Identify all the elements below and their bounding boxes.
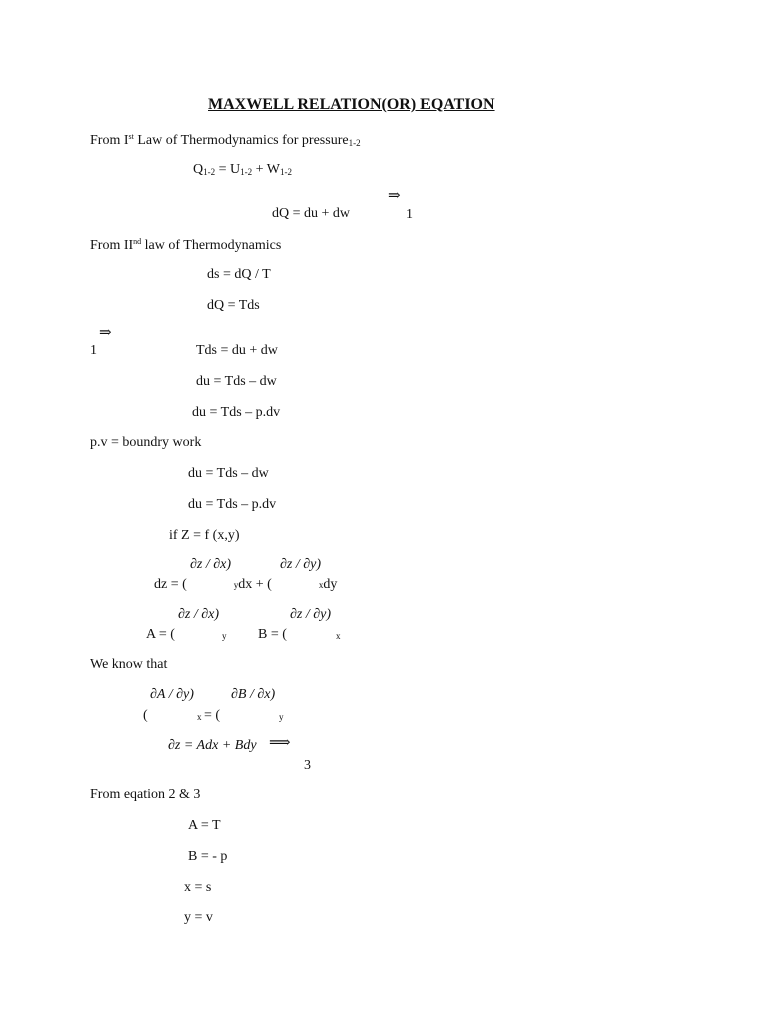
result-line: A = T (188, 818, 221, 833)
implies-arrow: ⇒ (99, 325, 112, 341)
result-line: y = v (184, 910, 213, 925)
equation-ref-1: 1 (90, 343, 97, 358)
dz-partial-y: ∂z / ∂y) (280, 557, 322, 572)
partial-equals: = ( (204, 708, 221, 723)
dz-partial-x: ∂z / ∂x) (190, 557, 232, 572)
db-dx-partial: ∂B / ∂x) (231, 687, 276, 702)
a-sub-y: y (222, 631, 227, 641)
second-law-text: law of Thermodynamics (141, 238, 282, 253)
dq-tds-equation: dQ = Tds (207, 298, 260, 313)
first-law-sub: 1-2 (348, 138, 361, 148)
du-equation: du = Tds – dw (196, 374, 277, 389)
we-know-line: We know that (90, 657, 168, 672)
dz-equation (154, 578, 337, 592)
long-arrow: ⟹ (269, 735, 291, 751)
du-equation: du = Tds – p.dv (188, 497, 277, 512)
first-law-prefix: From I (90, 133, 129, 148)
dz-sub-x: x (318, 580, 324, 590)
tds-equation: Tds = du + dw (196, 343, 278, 358)
dz-middle: dx + ( (238, 577, 272, 592)
first-law-text: Law of Thermodynamics for pressure (133, 133, 349, 148)
q-symbol: Q (193, 162, 204, 177)
a-definition: A = ( (146, 627, 175, 642)
dz-end: dy (323, 577, 338, 592)
du-equation: du = Tds – dw (188, 466, 269, 481)
second-law-prefix: From II (90, 238, 134, 253)
u-symbol: = U (215, 162, 241, 177)
partial-sub-y: y (279, 712, 284, 722)
entropy-equation: ds = dQ / T (207, 267, 271, 282)
a-partial: ∂z / ∂x) (178, 607, 220, 622)
document-title: MAXWELL RELATION(OR) EQATION (208, 96, 495, 113)
equation-1-number: 1 (406, 207, 413, 222)
w-symbol: + W (252, 162, 280, 177)
u-sub: 1-2 (240, 167, 253, 177)
b-sub-x: x (336, 631, 341, 641)
partial-sub-x: x (197, 712, 202, 722)
equation-1: dQ = du + dw (272, 206, 351, 221)
equation-3: ∂z = Adx + Bdy (168, 738, 257, 753)
w-sub: 1-2 (280, 167, 292, 177)
result-line: x = s (184, 880, 212, 895)
boundary-work-line: p.v = boundry work (90, 435, 202, 450)
second-law-line (90, 238, 281, 253)
da-dy-partial: ∂A / ∂y) (150, 687, 194, 702)
b-definition: B = ( (258, 627, 287, 642)
dz-sub-y: y (233, 580, 239, 590)
second-law-sup: nd (133, 237, 142, 246)
result-line: B = - p (188, 849, 228, 864)
b-partial: ∂z / ∂y) (290, 607, 332, 622)
equation-3-number: 3 (304, 758, 311, 773)
heat-equation (193, 163, 292, 177)
first-law-line (90, 133, 361, 148)
implies-arrow: ⇒ (388, 188, 401, 204)
first-law-sup: st (128, 132, 134, 141)
partial-open: ( (143, 708, 148, 723)
du-equation: du = Tds – p.dv (192, 405, 281, 420)
dz-lhs: dz = ( (154, 577, 187, 592)
q-sub: 1-2 (203, 167, 216, 177)
from-equation-line: From eqation 2 & 3 (90, 787, 201, 802)
z-function-line: if Z = f (x,y) (169, 528, 240, 543)
